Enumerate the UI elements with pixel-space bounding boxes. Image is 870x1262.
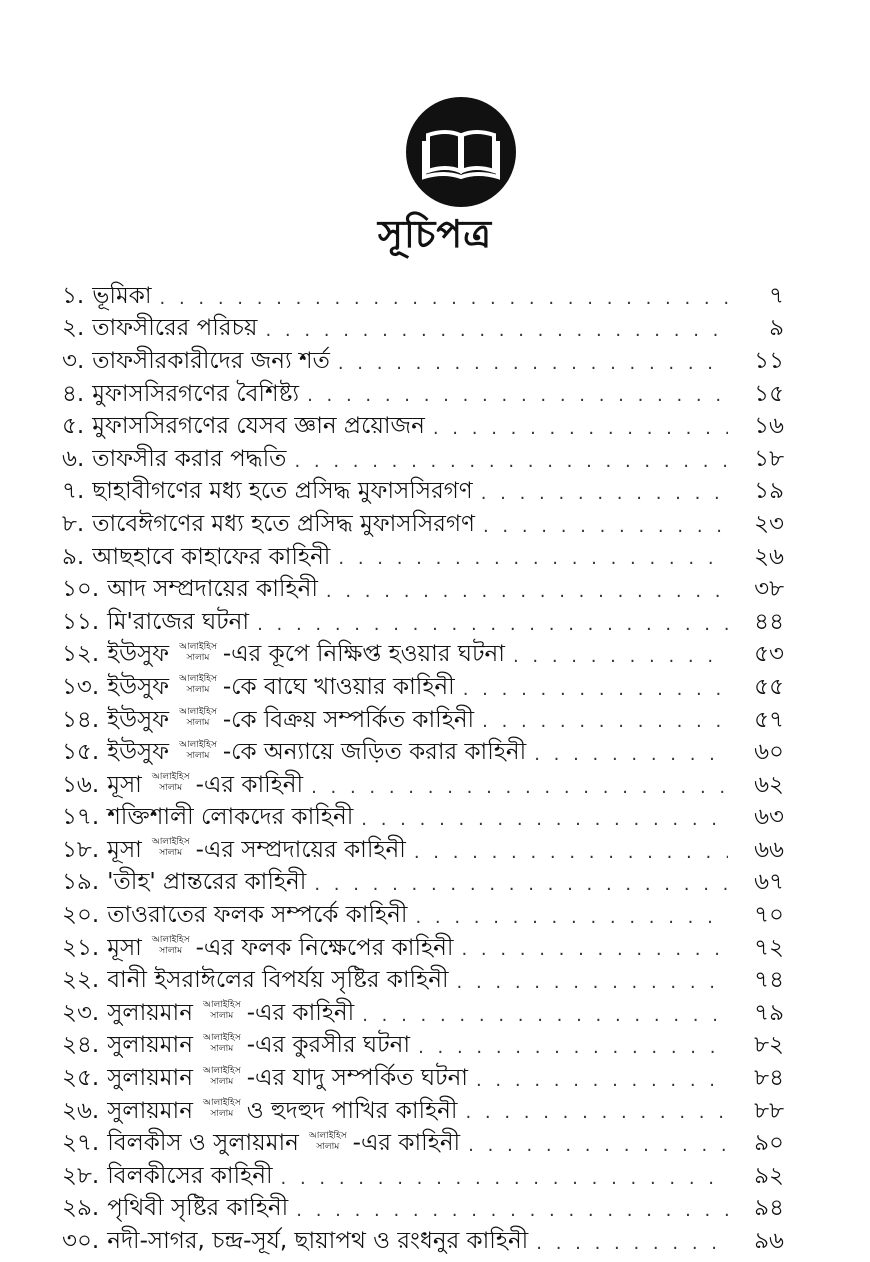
honorific-line-2: সালাম (210, 1109, 234, 1120)
honorific-line-2: সালাম (159, 848, 183, 859)
page-number: ৭২ (754, 934, 784, 961)
entry-number: ১২. (62, 641, 100, 668)
page-number: ৮৪ (754, 1065, 784, 1092)
page-number: ৭ (769, 282, 784, 309)
page-number: ১৮ (754, 445, 784, 472)
honorific-line-2: সালাম (210, 1043, 234, 1054)
entry-title: তাবেঈগণের মধ্য হতে প্রসিদ্ধ মুফাসসিরগণ (92, 510, 475, 537)
dot-leader (362, 1007, 728, 1030)
toc-entry (62, 802, 784, 835)
entry-title-rest: -এর কূপে নিক্ষিপ্ত হওয়ার ঘটনা (222, 641, 505, 668)
page-number: ৪৪ (754, 608, 784, 635)
honorific-line-1: আলাইহিস (151, 772, 190, 783)
dot-leader (296, 1202, 728, 1225)
entry-number: ২. (62, 315, 85, 342)
honorific-line-1: আলাইহিস (202, 1098, 241, 1109)
page-number: ২৬ (754, 543, 784, 570)
dot-leader (311, 779, 728, 802)
entry-title: ইউসুফ (107, 673, 170, 700)
toc-entry (62, 1095, 784, 1128)
page-title: সূচিপত্র (377, 212, 493, 256)
entry-title: ইউসুফ (107, 641, 170, 668)
toc-entry (62, 541, 784, 574)
honorific-line-1: আলাইহিস (179, 674, 217, 685)
dot-leader (314, 876, 728, 899)
toc-entry (62, 932, 784, 965)
page-number: ৮২ (754, 1032, 784, 1059)
entry-number: ৬. (62, 445, 85, 472)
dot-leader (463, 681, 728, 704)
toc-entry (62, 410, 784, 443)
honorific-mark (203, 1099, 241, 1119)
dot-leader (465, 1104, 728, 1127)
entry-title: মি'রাজের ঘটনা (107, 608, 250, 635)
toc-entry (62, 1062, 784, 1095)
toc-entry (62, 639, 784, 672)
honorific-mark (152, 838, 190, 858)
toc-entry (62, 1225, 784, 1258)
entry-title: সুলায়মান (107, 1065, 193, 1092)
entry-number: ২৯. (62, 1195, 100, 1222)
honorific-mark (309, 1132, 347, 1152)
page-number: ৫৭ (754, 706, 784, 733)
dot-leader (265, 322, 728, 345)
entry-title: তাওরাতের ফলক সম্পর্কে কাহিনী (107, 902, 408, 929)
toc-entry (62, 313, 784, 346)
page-number: ১৯ (754, 478, 784, 505)
dot-leader (433, 420, 728, 443)
entry-title-rest: -কে অন্যায়ে জড়িত করার কাহিনী (222, 739, 527, 766)
page-number: ৬২ (754, 771, 784, 798)
honorific-line-2: সালাম (186, 652, 210, 663)
honorific-line-1: আলাইহিস (308, 1130, 347, 1141)
entry-title-rest: -এর যাদু সম্পর্কিত ঘটনা (246, 1065, 468, 1092)
dot-leader (257, 616, 728, 639)
toc-entry (62, 899, 784, 932)
entry-number: ১৩. (62, 673, 100, 700)
dot-leader (483, 518, 728, 541)
page-number: ৬৩ (754, 804, 784, 831)
toc-entry (62, 345, 784, 378)
dot-leader (361, 811, 728, 834)
entry-number: ২৩. (62, 999, 100, 1026)
page-number: ১৬ (754, 413, 784, 440)
entry-title: তাফসীরের পরিচয় (92, 315, 258, 342)
dot-leader (534, 746, 728, 769)
dot-leader (415, 909, 728, 932)
entry-number: ৮. (62, 510, 85, 537)
entry-title: বিলকীস ও সুলায়মান (107, 1130, 299, 1157)
honorific-line-2: সালাম (210, 1076, 234, 1087)
entry-title-rest: -এর সম্প্রদায়ের কাহিনী (195, 836, 406, 863)
entry-number: ১৯. (62, 869, 100, 896)
page-number: ৭৪ (754, 967, 784, 994)
page-number: ৫৫ (754, 673, 784, 700)
entry-title: বানী ইসরাঈলের বিপর্যয় সৃষ্টির কাহিনী (107, 967, 449, 994)
honorific-mark (152, 773, 190, 793)
entry-number: ১৭. (62, 804, 100, 831)
entry-title: ইউসুফ (107, 739, 170, 766)
entry-title: নদী-সাগর, চন্দ্র-সূর্য, ছায়াপথ ও রংধনুর কাহিনী (107, 1228, 529, 1255)
dot-leader (536, 1235, 728, 1258)
entry-number: ২৮. (62, 1162, 100, 1189)
page-number: ৭০ (754, 902, 784, 929)
entry-number: ১৪. (62, 706, 100, 733)
honorific-line-2: সালাম (210, 1011, 234, 1022)
honorific-line-1: আলাইহিস (202, 1000, 241, 1011)
entry-title-rest: -কে বিক্রয় সম্পর্কিত কাহিনী (222, 706, 475, 733)
entry-title-rest: ও হুদহুদ পাখির কাহিনী (246, 1097, 458, 1124)
entry-title-rest: -কে বাঘে খাওয়ার কাহিনী (222, 673, 455, 700)
honorific-line-1: আলাইহিস (151, 837, 190, 848)
entry-title: আদ সম্প্রদায়ের কাহিনী (107, 576, 318, 603)
honorific-mark (203, 1001, 241, 1021)
honorific-line-1: আলাইহিস (179, 739, 217, 750)
dot-leader (482, 713, 728, 736)
entry-number: ৩০. (62, 1228, 100, 1255)
page-number: ৭৯ (754, 999, 784, 1026)
dot-leader (481, 485, 728, 508)
table-of-contents (62, 280, 784, 1258)
dot-leader (468, 1137, 728, 1160)
entry-number: ২৬. (62, 1097, 100, 1124)
entry-title: মূসা (107, 934, 142, 961)
entry-number: ৭. (62, 478, 85, 505)
toc-entry (62, 508, 784, 541)
toc-entry (62, 573, 784, 606)
entry-number: ৯. (62, 543, 85, 570)
honorific-line-2: সালাম (159, 946, 183, 957)
toc-entry (62, 834, 784, 867)
dot-leader (307, 387, 728, 410)
honorific-mark (152, 936, 190, 956)
honorific-line-2: সালাম (159, 783, 183, 794)
entry-number: ১০. (62, 576, 100, 603)
entry-title: ছাহাবীগণের মধ্য হতে প্রসিদ্ধ মুফাসসিরগণ (92, 478, 473, 505)
entry-title: তাফসীর করার পদ্ধতি (92, 445, 287, 472)
entry-title: 'তীহ' প্রান্তরের কাহিনী (107, 869, 307, 896)
entry-number: ২১. (62, 934, 100, 961)
honorific-mark (179, 643, 217, 663)
entry-title: সুলায়মান (107, 1032, 193, 1059)
dot-leader (513, 648, 728, 671)
entry-title: মূসা (107, 836, 142, 863)
dot-leader (294, 453, 728, 476)
honorific-line-2: সালাম (186, 685, 210, 696)
entry-title: মুফাসসিরগণের যেসব জ্ঞান প্রয়োজন (92, 413, 425, 440)
honorific-mark (179, 741, 217, 761)
toc-entry (62, 378, 784, 411)
dot-leader (338, 550, 728, 573)
page-number: ৬৭ (754, 869, 784, 896)
honorific-line-1: আলাইহিস (202, 1065, 241, 1076)
page-number: ১১ (754, 347, 784, 374)
entry-title: তাফসীরকারীদের জন্য শর্ত (92, 347, 330, 374)
page-number: ৮৮ (754, 1097, 784, 1124)
honorific-line-2: সালাম (186, 750, 210, 761)
honorific-mark (179, 675, 217, 695)
honorific-line-1: আলাইহিস (202, 1032, 241, 1043)
entry-title: ইউসুফ (107, 706, 170, 733)
entry-number: ১৮. (62, 836, 100, 863)
entry-title-rest: -এর কাহিনী (195, 771, 304, 798)
entry-number: ১৫. (62, 739, 100, 766)
dot-leader (281, 1170, 728, 1193)
toc-entry (62, 1127, 784, 1160)
honorific-line-2: সালাম (316, 1141, 340, 1152)
page-number: ২৩ (754, 510, 784, 537)
page-number: ৩৮ (754, 576, 784, 603)
dot-leader (418, 1039, 728, 1062)
toc-entry (62, 606, 784, 639)
entry-title: মুফাসসিরগণের বৈশিষ্ট্য (92, 380, 300, 407)
entry-title: মূসা (107, 771, 142, 798)
entry-number: ১৬. (62, 771, 100, 798)
toc-entry (62, 476, 784, 509)
page-number: ৯৪ (754, 1195, 784, 1222)
dot-leader (461, 941, 728, 964)
toc-entry (62, 997, 784, 1030)
honorific-line-1: আলাইহিস (179, 707, 217, 718)
entry-number: ১. (62, 282, 85, 309)
page-number: ৯ (769, 315, 784, 342)
entry-title: আছহাবে কাহাফের কাহিনী (92, 543, 331, 570)
page-number: ৫৩ (754, 641, 784, 668)
entry-number: ২৫. (62, 1065, 100, 1092)
entry-number: ১১. (62, 608, 100, 635)
toc-entry (62, 443, 784, 476)
honorific-line-1: আলাইহিস (151, 935, 190, 946)
page-number: ৬০ (754, 739, 784, 766)
toc-entry (62, 1160, 784, 1193)
toc-entry (62, 1030, 784, 1063)
toc-entry (62, 280, 784, 313)
honorific-line-1: আলাইহিস (179, 641, 217, 652)
entry-title: সুলায়মান (107, 999, 193, 1026)
toc-entry (62, 769, 784, 802)
entry-title: ভূমিকা (92, 282, 152, 309)
entry-title-rest: -এর কাহিনী (246, 999, 355, 1026)
page-number: ৬৬ (754, 836, 784, 863)
honorific-mark (179, 708, 217, 728)
entry-title-rest: -এর কুরসীর ঘটনা (246, 1032, 411, 1059)
entry-number: ৫. (62, 413, 85, 440)
dot-leader (476, 1072, 728, 1095)
honorific-mark (203, 1067, 241, 1087)
dot-leader (160, 290, 729, 313)
toc-entry (62, 867, 784, 900)
toc-entry (62, 671, 784, 704)
entry-title-rest: -এর ফলক নিক্ষেপের কাহিনী (195, 934, 454, 961)
entry-title: সুলায়মান (107, 1097, 193, 1124)
toc-entry (62, 1193, 784, 1226)
entry-title-rest: -এর কাহিনী (352, 1130, 461, 1157)
page-number: ৯০ (754, 1130, 784, 1157)
entry-number: ৪. (62, 380, 85, 407)
entry-number: ৩. (62, 347, 85, 374)
entry-title: পৃথিবী সৃষ্টির কাহিনী (107, 1195, 289, 1222)
page-number: ৯৬ (754, 1228, 784, 1255)
honorific-mark (203, 1034, 241, 1054)
dot-leader (414, 844, 728, 867)
entry-number: ২৭. (62, 1130, 100, 1157)
page-number: ১৫ (754, 380, 784, 407)
honorific-line-2: সালাম (186, 718, 210, 729)
entry-title: বিলকীসের কাহিনী (107, 1162, 273, 1189)
open-book-icon (406, 97, 516, 207)
entry-title: শক্তিশালী লোকদের কাহিনী (107, 804, 354, 831)
dot-leader (457, 974, 728, 997)
entry-number: ২২. (62, 967, 100, 994)
dot-leader (338, 355, 728, 378)
page-number: ৯২ (754, 1162, 784, 1189)
entry-number: ২৪. (62, 1032, 100, 1059)
toc-entry (62, 964, 784, 997)
toc-entry (62, 704, 784, 737)
toc-entry (62, 736, 784, 769)
dot-leader (326, 583, 728, 606)
entry-number: ২০. (62, 902, 100, 929)
